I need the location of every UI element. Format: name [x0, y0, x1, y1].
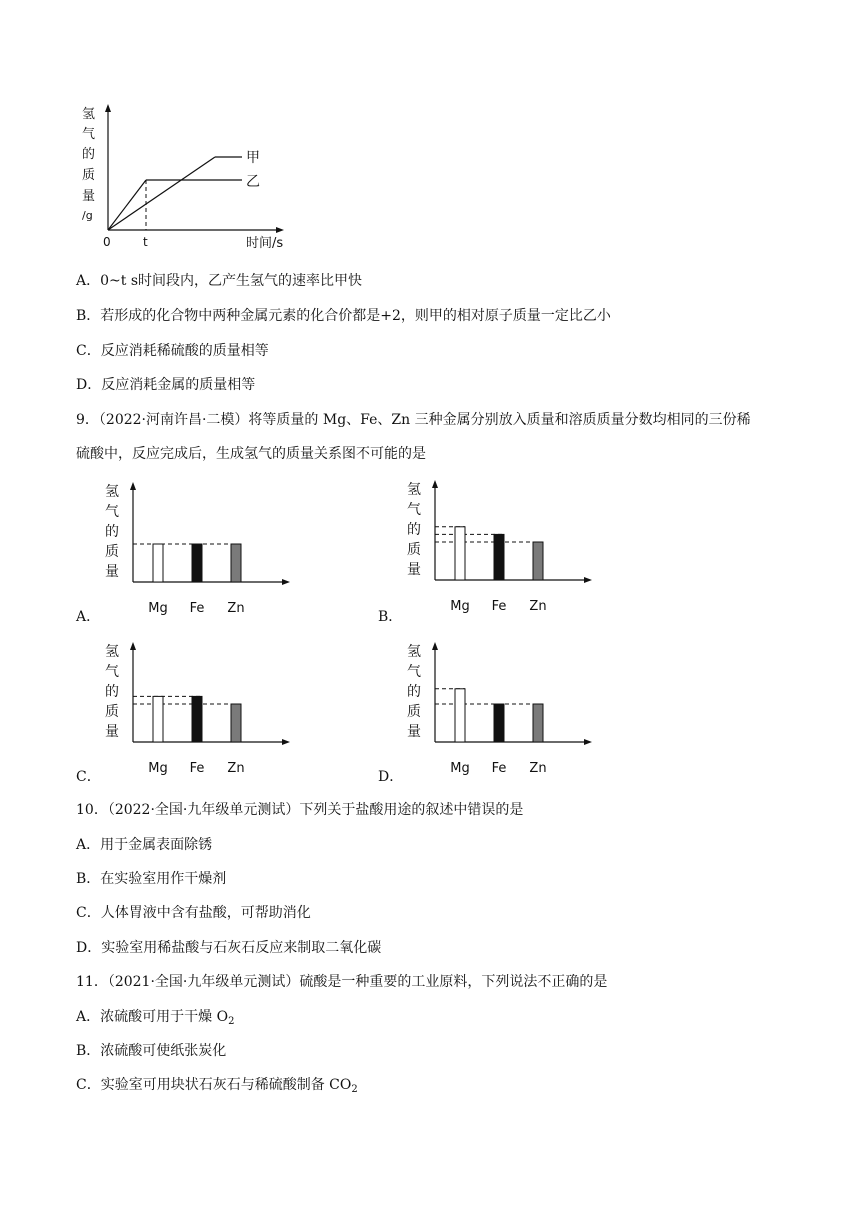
- y-axis-arrow: [130, 482, 136, 490]
- y-label-char: 氢: [407, 644, 421, 660]
- x-axis-arrow: [282, 579, 290, 585]
- q10-option-c: C．人体胃液中含有盐酸，可帮助消化: [76, 905, 311, 921]
- q9-stem-line2: 硫酸中，反应完成后，生成氢气的质量关系图不可能的是: [76, 446, 426, 462]
- y-label-char: 量: [105, 564, 119, 580]
- y-axis-arrow: [105, 104, 111, 112]
- q9-chart-d: [397, 638, 607, 788]
- metal-label: Zn: [227, 601, 245, 616]
- y-axis-arrow: [432, 642, 438, 650]
- bar-zn: [533, 704, 543, 742]
- y-axis-label: [82, 107, 95, 222]
- y-label-char: 的: [105, 684, 119, 700]
- q11-option-b: B．浓硫酸可使纸张炭化: [76, 1043, 227, 1059]
- q10-option-a: A．用于金属表面除锈: [76, 837, 213, 853]
- y-label-char: /g: [82, 209, 93, 222]
- y-label-char: 的: [407, 522, 421, 538]
- y-label-char: 氢: [105, 644, 119, 660]
- q9-stem-line1: 9．（2022·河南许昌·二模）将等质量的 Mg、Fe、Zn 三种金属分别放入质量和溶质质量分数均相同的三份稀: [76, 412, 751, 428]
- y-label-char: 氢: [82, 107, 96, 122]
- y-label-char: 量: [82, 189, 96, 204]
- q9-chart-b: [397, 476, 607, 626]
- bar-zn: [231, 704, 241, 742]
- q8-option-d: D．反应消耗金属的质量相等: [76, 377, 256, 393]
- hydrogen-time-graph: [70, 100, 310, 260]
- metal-label: Zn: [529, 761, 547, 776]
- metal-label: Fe: [189, 761, 205, 776]
- x-axis-arrow: [584, 739, 592, 745]
- q8-option-c: C．反应消耗稀硫酸的质量相等: [76, 343, 269, 359]
- y-label-char: 质: [407, 704, 421, 720]
- x-axis-arrow: [584, 577, 592, 583]
- metal-label: Mg: [450, 761, 470, 776]
- q10-stem: 10．（2022·全国·九年级单元测试）下列关于盐酸用途的叙述中错误的是: [76, 802, 524, 818]
- y-label-char: 量: [407, 562, 421, 578]
- metal-label: Fe: [189, 601, 205, 616]
- q10-option-b: B．在实验室用作干燥剂: [76, 871, 227, 887]
- y-label-char: 气: [407, 502, 421, 518]
- metal-label: Mg: [148, 761, 168, 776]
- q11-stem: 11．（2021·全国·九年级单元测试）硫酸是一种重要的工业原料，下列说法不正确的是: [76, 974, 608, 990]
- y-label-char: 气: [407, 664, 421, 680]
- q9-chart-c: [95, 638, 305, 788]
- y-label-char: 气: [105, 504, 119, 520]
- y-label-char: 气: [82, 127, 96, 142]
- bar-fe: [494, 534, 504, 580]
- x-axis-arrow: [276, 227, 284, 233]
- y-label-char: 质: [105, 704, 119, 720]
- y-label-char: 量: [105, 724, 119, 740]
- curve-yi: [108, 180, 146, 230]
- y-label-char: 质: [105, 544, 119, 560]
- y-label-char: 的: [105, 524, 119, 540]
- bar-zn: [533, 542, 543, 580]
- y-label-char: 质: [407, 542, 421, 558]
- y-axis-arrow: [130, 642, 136, 650]
- q11-option-a: A．浓硫酸可用于干燥 $O_2$: [76, 1009, 235, 1027]
- q9-option-c-label: C．: [76, 769, 101, 785]
- x-axis-label: 时间/s: [246, 236, 284, 251]
- label-jia: 甲: [246, 150, 260, 166]
- q9-option-d-label: D．: [378, 769, 404, 785]
- bar-mg: [153, 696, 163, 742]
- q8-option-b: B．若形成的化合物中两种金属元素的化合价都是+2，则甲的相对原子质量一定比乙小: [76, 308, 611, 324]
- bar-fe: [192, 696, 202, 742]
- t-label: t: [143, 235, 148, 249]
- x-axis-arrow: [282, 739, 290, 745]
- bar-fe: [192, 544, 202, 582]
- q9-chart-a: [95, 478, 305, 628]
- bar-mg: [455, 689, 465, 742]
- bar-mg: [153, 544, 163, 582]
- origin-label: 0: [103, 235, 111, 249]
- metal-label: Zn: [529, 599, 547, 614]
- metal-label: Mg: [450, 599, 470, 614]
- y-label-char: 的: [407, 684, 421, 700]
- bar-zn: [231, 544, 241, 582]
- bar-fe: [494, 704, 504, 742]
- metal-label: Mg: [148, 601, 168, 616]
- y-label-char: 气: [105, 664, 119, 680]
- bar-mg: [455, 527, 465, 580]
- metal-label: Fe: [491, 761, 507, 776]
- y-axis-arrow: [432, 480, 438, 488]
- y-label-char: 质: [82, 168, 96, 183]
- label-yi: 乙: [246, 174, 260, 190]
- y-label-char: 氢: [407, 482, 421, 498]
- curve-jia: [108, 157, 215, 230]
- q9-option-b-label: B．: [378, 609, 403, 625]
- q10-option-d: D．实验室用稀盐酸与石灰石反应来制取二氧化碳: [76, 940, 382, 956]
- y-label-char: 量: [407, 724, 421, 740]
- q8-option-a: A．0~t s时间段内，乙产生氢气的速率比甲快: [76, 273, 363, 289]
- q9-option-a-label: A．: [76, 609, 101, 625]
- metal-label: Fe: [491, 599, 507, 614]
- y-label-char: 氢: [105, 484, 119, 500]
- q11-option-c: C．实验室可用块状石灰石与稀硫酸制备 $CO_2$: [76, 1077, 358, 1095]
- y-label-char: 的: [82, 147, 96, 162]
- metal-label: Zn: [227, 761, 245, 776]
